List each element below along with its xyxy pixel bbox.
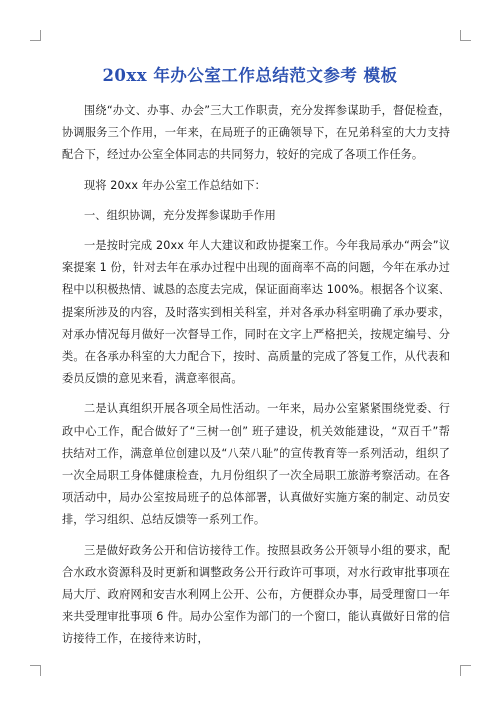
paragraph-summary-lead: 现将 20xx 年办公室工作总结如下： [84,178,266,192]
paragraph-intro: 围绕“办文、办事、办会”三大工作职责，充分发挥参谋助手，督促检查，协调服务三个作用，一年来，在局班子的正确领导下，在兄弟科室的大力支持配合下，经过办公室全体同志的共同努力，较好的完成了各项工作任务。 [62,104,450,162]
document-title: 20xx 年办公室工作总结范文参考 模板 [102,66,398,85]
crop-mark-top-left [30,30,41,41]
crop-mark-bottom-left [30,665,41,676]
crop-mark-top-right [460,30,471,41]
paragraph-item-3: 三是做好政务公开和信访接待工作。按照县政务公开领导小组的要求，配合水政水资源科及时更新和调整政务公开行政许可事项，对水行政审批事项在局大厅、政府网和安吉水利网上公开、公布，方便群众办事，局受理窗口一年来共受理审批事项 6 件。局办公室作为部门的一个窗口，能认真做好日常的信访接待工作，在接待来访时， [62,543,450,646]
paragraph-item-1: 一是按时完成 20xx 年人大建议和政协提案工作。今年我局承办“两会”议案提案 1 份，针对去年在承办过程中出现的面商率不高的问题，今年在承办过程中以积极热情、诚恳的态度去完成，保证面商率达 100%。根据各个议案、提案所涉及的内容，及时落实到相关科室，并对各承办科室明确了承办要求，对承办情况每月做好一次督导工作，同时在文字上严格把关，按规定编号、分类。在各承办科室的大力配合下，按时、高质量的完成了答复工作，从代表和委员反馈的意见来看，满意率很高。 [62,239,450,386]
paragraph-item-2: 二是认真组织开展各项全局性活动。一年来，局办公室紧紧围绕党委、行政中心工作，配合做好了“三树一创” 班子建设，机关效能建设，“双百千”帮扶结对工作，满意单位创建以及“八荣八耻”的宣传教育等一系列活动，组织了一次全局职工身体健康检查，九月份组织了一次全局职工旅游考察活动。在各项活动中，局办公室按局班子的总体部署，认真做好实施方案的制定、动员安排，学习组织、总结反馈等一系列工作。 [62,402,450,527]
section-heading-1: 一、组织协调，充分发挥参谋助手作用 [84,208,276,222]
document-body [62,100,450,659]
crop-mark-bottom-right [460,665,471,676]
